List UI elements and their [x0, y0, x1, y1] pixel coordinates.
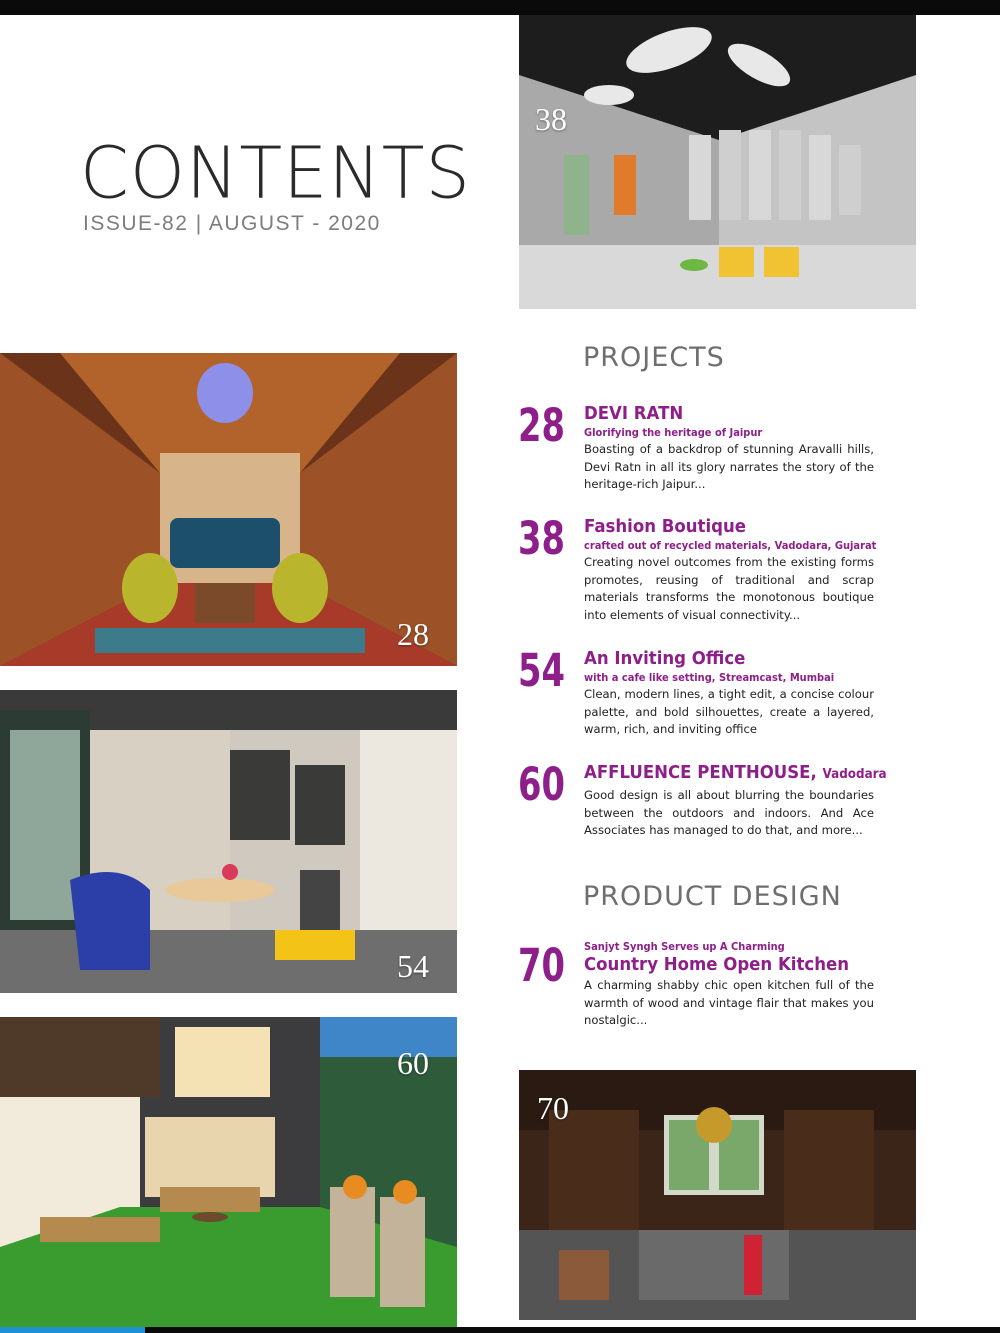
entry-title: Fashion Boutique	[584, 516, 747, 537]
photo-country-kitchen	[519, 1070, 916, 1320]
photo-fashion-boutique	[519, 15, 916, 309]
entry-title-location: Vadodara	[822, 767, 887, 782]
toc-entry[interactable]	[515, 399, 875, 495]
entry-title	[584, 762, 887, 786]
page-title: CONTENTS	[80, 131, 471, 215]
entry-description: A charming shabby chic open kitchen full of the warmth of wood and vintage flair that makes you nostalgic...	[584, 978, 874, 1028]
photo-page-number: 60	[397, 1045, 429, 1081]
toc-entry[interactable]	[515, 644, 875, 742]
entry-subtitle: with a cafe like setting, Streamcast, Mumbai	[584, 671, 835, 684]
photo-page-number: 70	[537, 1090, 569, 1126]
entry-description: Creating novel outcomes from the existing forms promotes, reusing of traditional and scrap materials transforms the monotonous boutique into elements of visual connectivity...	[584, 555, 874, 622]
photo-page-number: 28	[397, 616, 429, 652]
toc-entry[interactable]	[515, 512, 877, 628]
bottom-accent-bar	[0, 1327, 145, 1333]
issue-date-line: ISSUE-82 | AUGUST - 2020	[83, 212, 381, 235]
section-heading-projects: PROJECTS	[583, 342, 725, 373]
toc-entry[interactable]	[515, 940, 875, 1034]
entry-page-number: 38	[518, 512, 565, 565]
entry-title: DEVI RATN	[584, 403, 684, 424]
section-heading-product-design: PRODUCT DESIGN	[583, 881, 842, 912]
photo-devi-ratn	[0, 353, 457, 666]
entry-description: Clean, modern lines, a tight edit, a concise colour palette, and bold silhouettes, create a layered, warm, rich, and inviting office	[584, 687, 874, 737]
entry-page-number: 54	[518, 644, 565, 697]
photo-affluence-penthouse	[0, 1017, 457, 1327]
entry-kicker: Sanjyt Syngh Serves up A Charming	[584, 940, 785, 953]
entry-subtitle: crafted out of recycled materials, Vadodara, Gujarat	[584, 539, 877, 552]
bottom-bar	[0, 1327, 1000, 1333]
toc-entry[interactable]	[515, 758, 887, 840]
entry-title: An Inviting Office	[584, 648, 746, 669]
entry-title-text: AFFLUENCE PENTHOUSE,	[584, 762, 817, 783]
photo-page-number: 54	[397, 948, 429, 984]
photo-inviting-office	[0, 690, 457, 993]
entry-subtitle: Glorifying the heritage of Jaipur	[584, 426, 763, 439]
entry-page-number: 28	[518, 399, 565, 452]
entry-title: Country Home Open Kitchen	[584, 954, 850, 975]
entry-description: Good design is all about blurring the boundaries between the outdoors and indoors. And Ace Associates has managed to do that, and more...	[584, 788, 874, 838]
entry-description: Boasting of a backdrop of stunning Aravalli hills, Devi Ratn in all its glory narrates the story of the heritage-rich Jaipur...	[584, 442, 874, 492]
entry-page-number: 70	[518, 939, 565, 992]
photo-page-number: 38	[535, 101, 567, 137]
top-bar	[0, 0, 1000, 15]
entry-page-number: 60	[518, 758, 565, 811]
